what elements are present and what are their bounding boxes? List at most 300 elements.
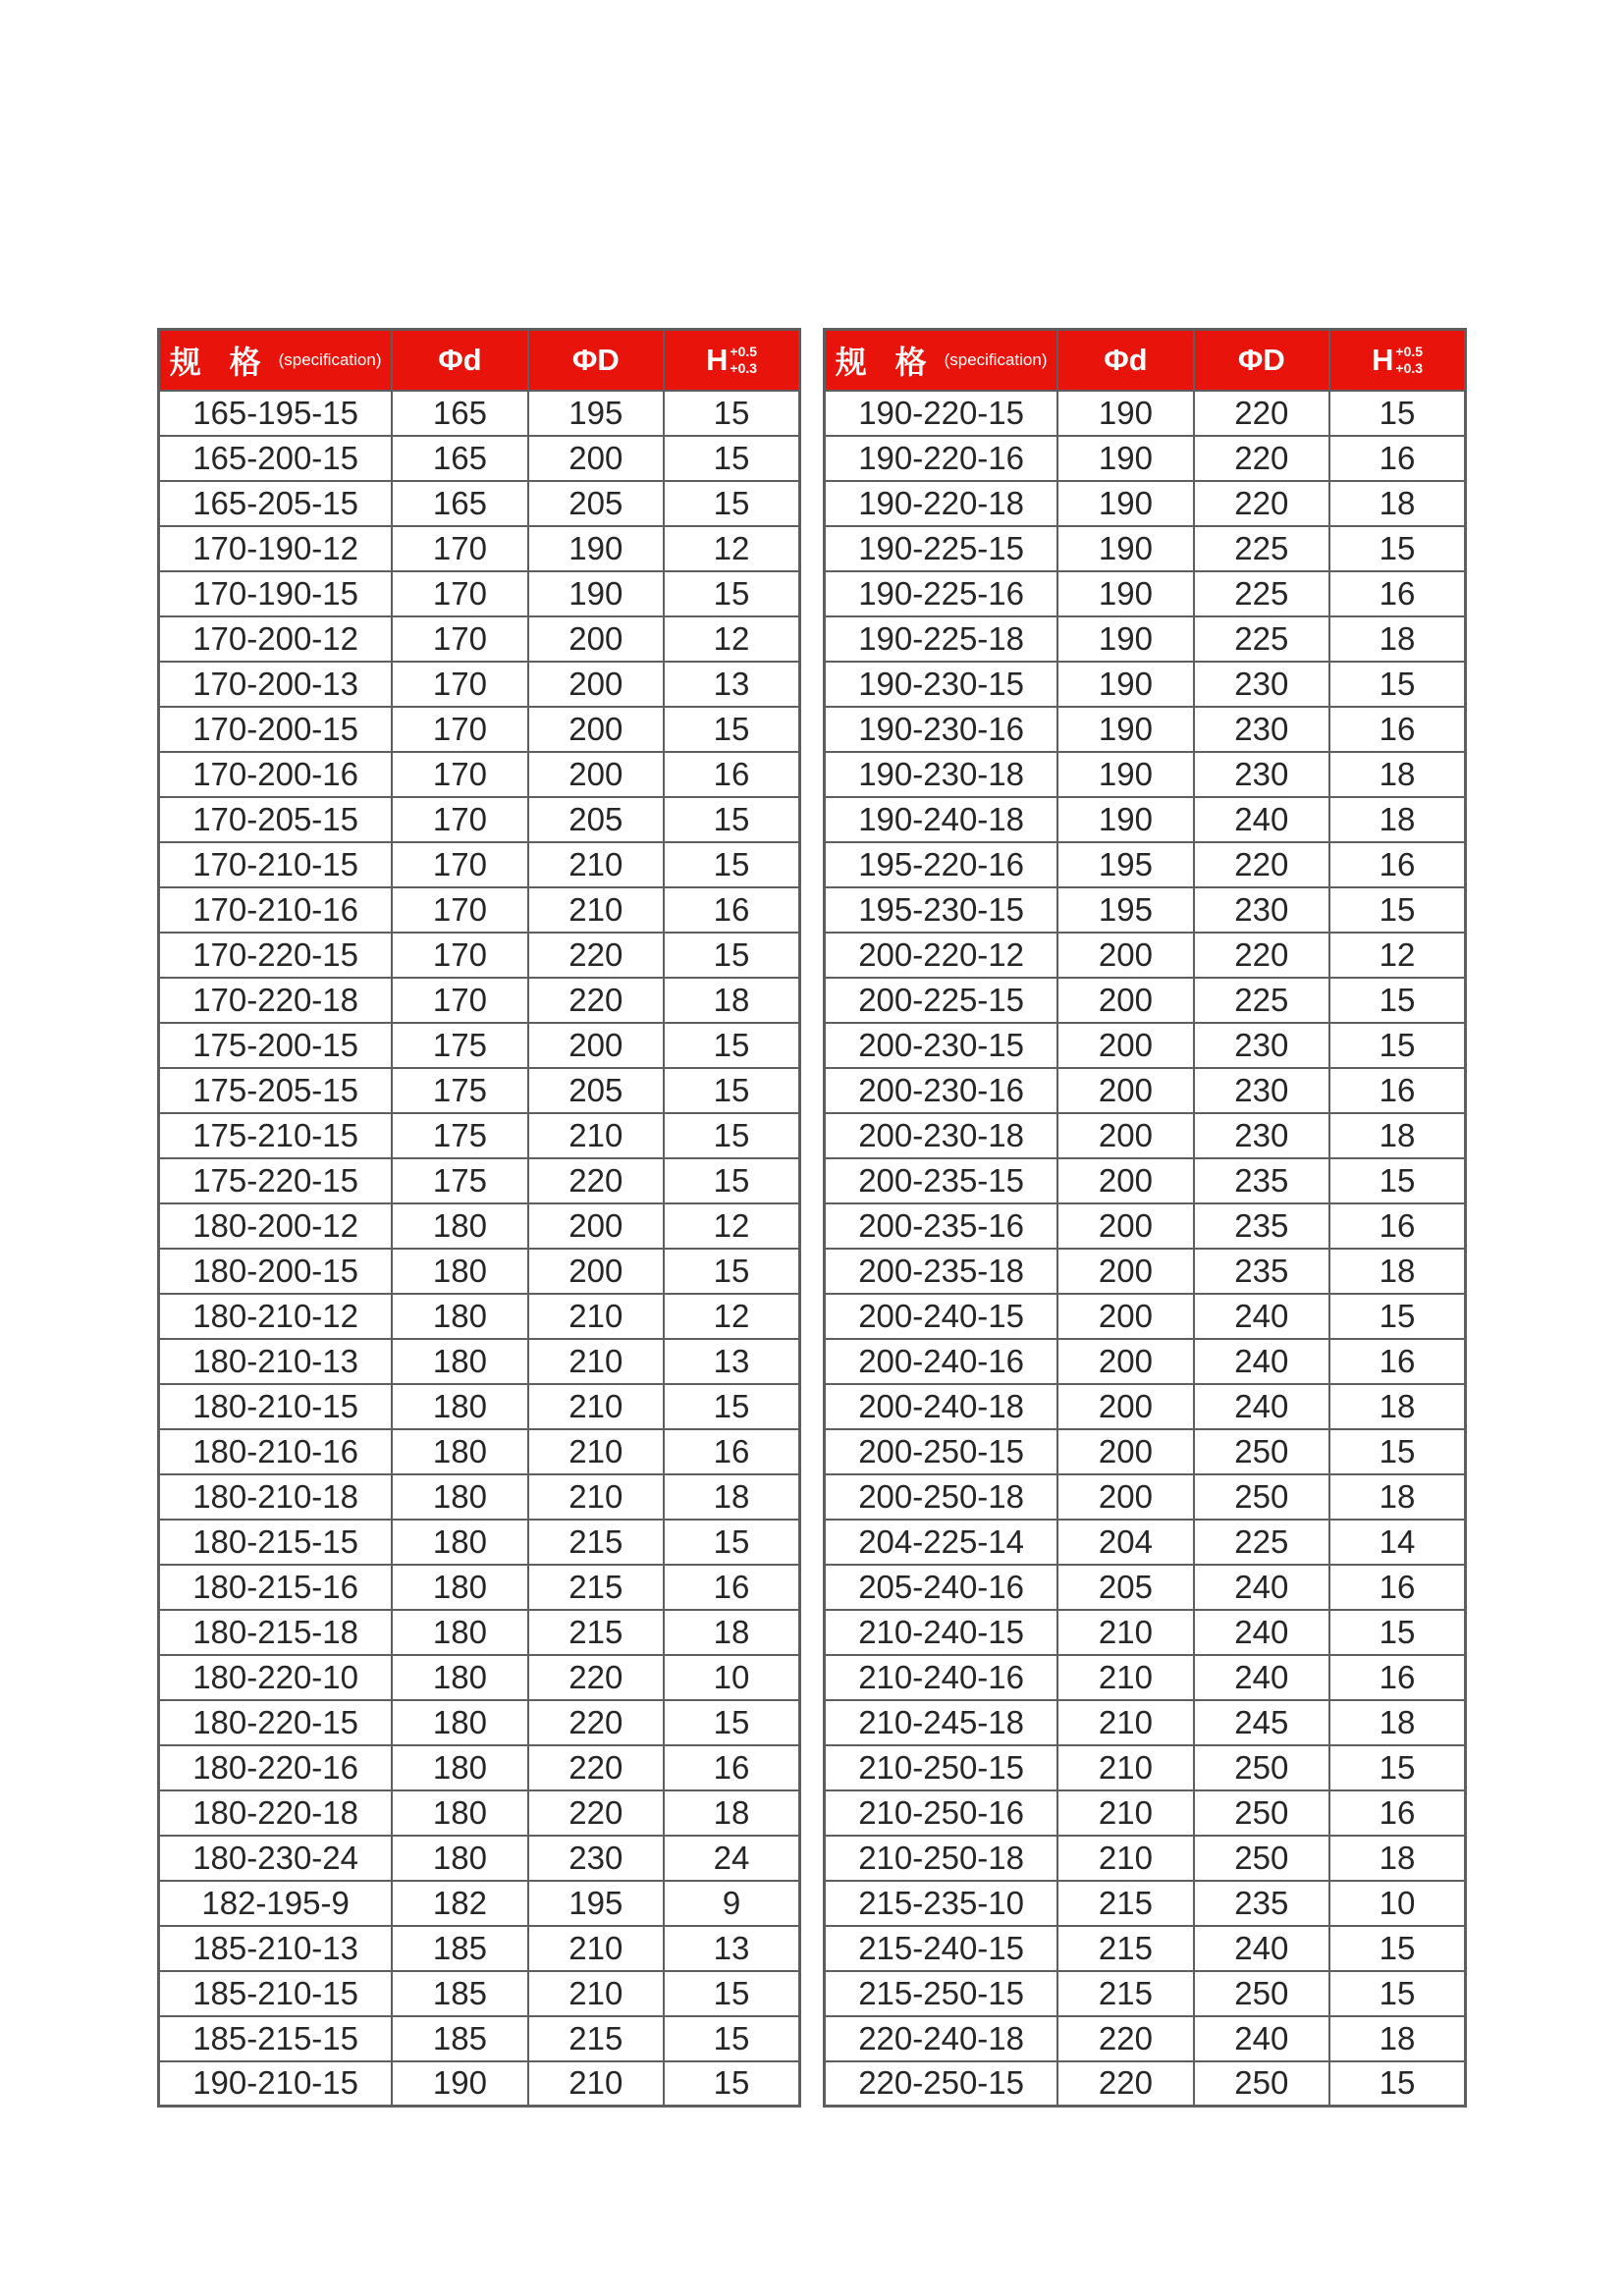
phi-d-cell: 195 — [1057, 887, 1193, 933]
header-h — [664, 330, 799, 391]
spec-cell: 180-210-18 — [159, 1474, 393, 1520]
phi-D-cell: 220 — [528, 1158, 664, 1203]
spec-table-row — [825, 707, 1466, 752]
phi-d-cell: 200 — [1057, 933, 1193, 978]
spec-cell: 210-250-15 — [825, 1745, 1058, 1790]
phi-d-cell: 170 — [392, 887, 527, 933]
h-cell: 18 — [1329, 2016, 1465, 2061]
spec-cell: 170-220-15 — [159, 933, 393, 978]
phi-d-cell: 190 — [1057, 752, 1193, 797]
phi-D-cell: 240 — [1194, 1294, 1329, 1339]
spec-table-row — [825, 1474, 1466, 1520]
phi-D-cell: 215 — [528, 1565, 664, 1610]
spec-cell: 190-240-18 — [825, 797, 1058, 842]
phi-D-cell: 225 — [1194, 526, 1329, 571]
phi-D-cell: 210 — [528, 2061, 664, 2107]
h-cell: 15 — [664, 1068, 799, 1113]
phi-D-cell: 230 — [1194, 887, 1329, 933]
h-cell: 16 — [1329, 842, 1465, 887]
spec-table-row — [159, 978, 800, 1023]
phi-D-cell: 200 — [528, 1023, 664, 1068]
phi-d-cell: 190 — [1057, 571, 1193, 616]
specification-tables — [157, 328, 1467, 2108]
h-cell: 16 — [1329, 1068, 1465, 1113]
h-cell: 16 — [664, 1429, 799, 1474]
spec-table-row — [159, 616, 800, 662]
spec-cell: 175-200-15 — [159, 1023, 393, 1068]
spec-table-row — [825, 1203, 1466, 1249]
spec-table-row — [825, 436, 1466, 481]
spec-table-row — [159, 1474, 800, 1520]
spec-cell: 180-230-24 — [159, 1836, 393, 1881]
phi-d-cell: 170 — [392, 616, 527, 662]
h-cell: 16 — [1329, 1203, 1465, 1249]
header-phi-d-label: Φd — [438, 342, 482, 377]
phi-D-cell: 200 — [528, 436, 664, 481]
spec-table-row — [159, 571, 800, 616]
spec-table-row — [825, 481, 1466, 526]
phi-D-cell: 210 — [528, 1294, 664, 1339]
spec-table-row — [159, 1249, 800, 1294]
spec-table-row — [825, 616, 1466, 662]
spec-cell: 200-220-12 — [825, 933, 1058, 978]
phi-D-cell: 200 — [528, 752, 664, 797]
phi-d-cell: 200 — [1057, 1249, 1193, 1294]
header-phi-D-label: ΦD — [1237, 342, 1285, 377]
header-phi-D-label: ΦD — [571, 342, 620, 377]
phi-D-cell: 220 — [528, 978, 664, 1023]
phi-D-cell: 210 — [528, 842, 664, 887]
spec-cell: 165-200-15 — [159, 436, 393, 481]
spec-cell: 200-240-15 — [825, 1294, 1058, 1339]
spec-cell: 190-225-15 — [825, 526, 1058, 571]
h-cell: 15 — [664, 1700, 799, 1745]
phi-D-cell: 210 — [528, 1474, 664, 1520]
spec-cell: 220-240-18 — [825, 2016, 1058, 2061]
phi-D-cell: 225 — [1194, 1520, 1329, 1565]
spec-table-row — [159, 2016, 800, 2061]
phi-d-cell: 175 — [392, 1023, 527, 1068]
spec-cell: 165-205-15 — [159, 481, 393, 526]
spec-cell: 185-215-15 — [159, 2016, 393, 2061]
phi-d-cell: 180 — [392, 1294, 527, 1339]
phi-d-cell: 170 — [392, 978, 527, 1023]
spec-cell: 180-200-12 — [159, 1203, 393, 1249]
spec-cell: 200-250-18 — [825, 1474, 1058, 1520]
spec-table-row — [159, 1520, 800, 1565]
h-cell: 15 — [664, 707, 799, 752]
spec-table-row — [159, 797, 800, 842]
spec-cell: 195-220-16 — [825, 842, 1058, 887]
h-cell: 24 — [664, 1836, 799, 1881]
spec-cell: 170-220-18 — [159, 978, 393, 1023]
spec-table-row — [825, 1023, 1466, 1068]
h-cell: 15 — [664, 1249, 799, 1294]
spec-table-right-body — [825, 391, 1466, 2107]
spec-table-row — [159, 707, 800, 752]
phi-D-cell: 205 — [528, 1068, 664, 1113]
spec-table-row — [825, 2016, 1466, 2061]
spec-cell: 180-210-13 — [159, 1339, 393, 1384]
phi-d-cell: 170 — [392, 752, 527, 797]
phi-d-cell: 170 — [392, 707, 527, 752]
phi-D-cell: 235 — [1194, 1881, 1329, 1926]
phi-d-cell: 165 — [392, 436, 527, 481]
h-cell: 15 — [664, 391, 799, 436]
phi-d-cell: 175 — [392, 1113, 527, 1158]
phi-D-cell: 235 — [1194, 1249, 1329, 1294]
spec-table-row — [825, 1971, 1466, 2016]
h-cell: 15 — [664, 436, 799, 481]
phi-d-cell: 180 — [392, 1700, 527, 1745]
spec-table-row — [825, 391, 1466, 436]
phi-d-cell: 180 — [392, 1249, 527, 1294]
spec-table-row — [825, 933, 1466, 978]
h-cell: 18 — [664, 1474, 799, 1520]
h-cell: 15 — [1329, 1158, 1465, 1203]
phi-D-cell: 220 — [528, 933, 664, 978]
phi-d-cell: 190 — [1057, 662, 1193, 707]
h-cell: 15 — [664, 2061, 799, 2107]
phi-D-cell: 220 — [1194, 933, 1329, 978]
phi-d-cell: 185 — [392, 1971, 527, 2016]
h-cell: 14 — [1329, 1520, 1465, 1565]
h-cell: 15 — [664, 1158, 799, 1203]
spec-table-row — [825, 1429, 1466, 1474]
spec-cell: 170-200-13 — [159, 662, 393, 707]
spec-table-row — [825, 1113, 1466, 1158]
spec-table-row — [159, 1610, 800, 1655]
spec-cell: 175-220-15 — [159, 1158, 393, 1203]
spec-table-left — [157, 328, 801, 2108]
header-phi-D — [528, 330, 664, 391]
h-cell: 18 — [1329, 797, 1465, 842]
h-tolerance-lower: +0.3 — [1395, 359, 1424, 376]
phi-D-cell: 190 — [528, 571, 664, 616]
phi-D-cell: 210 — [528, 1339, 664, 1384]
spec-table-row — [825, 526, 1466, 571]
phi-d-cell: 210 — [1057, 1700, 1193, 1745]
phi-D-cell: 200 — [528, 1249, 664, 1294]
phi-D-cell: 230 — [1194, 662, 1329, 707]
phi-d-cell: 180 — [392, 1203, 527, 1249]
phi-D-cell: 240 — [1194, 1339, 1329, 1384]
h-cell: 18 — [1329, 1836, 1465, 1881]
h-cell: 15 — [1329, 662, 1465, 707]
spec-table-row — [159, 752, 800, 797]
h-cell: 12 — [664, 616, 799, 662]
phi-d-cell: 190 — [1057, 391, 1193, 436]
phi-d-cell: 220 — [1057, 2016, 1193, 2061]
h-cell: 13 — [664, 1926, 799, 1971]
h-cell: 18 — [664, 1790, 799, 1836]
h-cell: 15 — [1329, 2061, 1465, 2107]
phi-D-cell: 220 — [528, 1655, 664, 1700]
spec-cell: 180-220-18 — [159, 1790, 393, 1836]
header-h-tolerances — [730, 344, 757, 377]
phi-D-cell: 240 — [1194, 1384, 1329, 1429]
phi-d-cell: 170 — [392, 842, 527, 887]
phi-D-cell: 220 — [528, 1700, 664, 1745]
h-cell: 15 — [664, 1023, 799, 1068]
phi-D-cell: 245 — [1194, 1700, 1329, 1745]
spec-cell: 210-250-16 — [825, 1790, 1058, 1836]
spec-cell: 215-235-10 — [825, 1881, 1058, 1926]
spec-cell: 180-220-15 — [159, 1700, 393, 1745]
spec-cell: 190-225-18 — [825, 616, 1058, 662]
phi-D-cell: 250 — [1194, 1429, 1329, 1474]
spec-table-row — [159, 842, 800, 887]
spec-table-row — [825, 978, 1466, 1023]
h-cell: 15 — [664, 481, 799, 526]
spec-cell: 165-195-15 — [159, 391, 393, 436]
phi-d-cell: 180 — [392, 1474, 527, 1520]
spec-cell: 200-240-16 — [825, 1339, 1058, 1384]
h-cell: 15 — [664, 1971, 799, 2016]
phi-D-cell: 195 — [528, 391, 664, 436]
spec-cell: 180-220-16 — [159, 1745, 393, 1790]
h-cell: 15 — [1329, 391, 1465, 436]
spec-cell: 190-220-18 — [825, 481, 1058, 526]
phi-D-cell: 250 — [1194, 2061, 1329, 2107]
phi-D-cell: 210 — [528, 1384, 664, 1429]
h-cell: 15 — [1329, 1745, 1465, 1790]
phi-d-cell: 185 — [392, 2016, 527, 2061]
phi-D-cell: 220 — [528, 1790, 664, 1836]
h-cell: 18 — [1329, 616, 1465, 662]
h-cell: 15 — [1329, 1429, 1465, 1474]
phi-d-cell: 180 — [392, 1745, 527, 1790]
phi-D-cell: 240 — [1194, 1655, 1329, 1700]
spec-table-row — [159, 436, 800, 481]
phi-D-cell: 215 — [528, 1610, 664, 1655]
phi-D-cell: 225 — [1194, 616, 1329, 662]
phi-D-cell: 250 — [1194, 1971, 1329, 2016]
spec-cell: 215-250-15 — [825, 1971, 1058, 2016]
spec-table-row — [825, 1249, 1466, 1294]
phi-D-cell: 235 — [1194, 1158, 1329, 1203]
spec-table-row — [825, 662, 1466, 707]
phi-D-cell: 230 — [1194, 1023, 1329, 1068]
h-cell: 16 — [664, 887, 799, 933]
spec-table-right — [823, 328, 1467, 2108]
phi-d-cell: 195 — [1057, 842, 1193, 887]
phi-D-cell: 205 — [528, 481, 664, 526]
spec-cell: 182-195-9 — [159, 1881, 393, 1926]
h-cell: 9 — [664, 1881, 799, 1926]
phi-D-cell: 210 — [528, 1113, 664, 1158]
h-cell: 15 — [1329, 1926, 1465, 1971]
phi-D-cell: 225 — [1194, 571, 1329, 616]
spec-cell: 180-215-15 — [159, 1520, 393, 1565]
phi-D-cell: 200 — [528, 1203, 664, 1249]
phi-D-cell: 200 — [528, 707, 664, 752]
spec-table-row — [825, 1520, 1466, 1565]
spec-cell: 200-235-16 — [825, 1203, 1058, 1249]
h-cell: 18 — [1329, 1249, 1465, 1294]
spec-table-row — [159, 1339, 800, 1384]
spec-cell: 170-210-15 — [159, 842, 393, 887]
spec-table-row — [159, 1158, 800, 1203]
spec-cell: 175-210-15 — [159, 1113, 393, 1158]
phi-D-cell: 210 — [528, 1429, 664, 1474]
phi-d-cell: 165 — [392, 391, 527, 436]
h-cell: 15 — [664, 1113, 799, 1158]
h-cell: 15 — [664, 571, 799, 616]
phi-d-cell: 215 — [1057, 1881, 1193, 1926]
h-cell: 16 — [1329, 571, 1465, 616]
phi-d-cell: 180 — [392, 1565, 527, 1610]
spec-table-row — [159, 1926, 800, 1971]
phi-d-cell: 210 — [1057, 1836, 1193, 1881]
phi-D-cell: 205 — [528, 797, 664, 842]
spec-cell: 200-250-15 — [825, 1429, 1058, 1474]
h-cell: 18 — [1329, 1474, 1465, 1520]
h-cell: 18 — [1329, 481, 1465, 526]
spec-table-row — [825, 1926, 1466, 1971]
h-cell: 16 — [664, 1565, 799, 1610]
spec-cell: 200-235-18 — [825, 1249, 1058, 1294]
spec-cell: 215-240-15 — [825, 1926, 1058, 1971]
phi-d-cell: 175 — [392, 1158, 527, 1203]
spec-table-row — [159, 526, 800, 571]
spec-table-row — [159, 1790, 800, 1836]
spec-cell: 180-210-16 — [159, 1429, 393, 1474]
h-cell: 16 — [664, 1745, 799, 1790]
spec-cell: 190-230-18 — [825, 752, 1058, 797]
phi-d-cell: 220 — [1057, 2061, 1193, 2107]
spec-cell: 180-215-16 — [159, 1565, 393, 1610]
h-cell: 15 — [1329, 1023, 1465, 1068]
spec-table-row — [825, 1565, 1466, 1610]
h-cell: 18 — [1329, 1113, 1465, 1158]
h-cell: 18 — [664, 978, 799, 1023]
phi-D-cell: 250 — [1194, 1745, 1329, 1790]
spec-table-row — [159, 391, 800, 436]
header-h-label: H — [706, 342, 729, 377]
spec-cell: 170-205-15 — [159, 797, 393, 842]
phi-d-cell: 200 — [1057, 1294, 1193, 1339]
h-cell: 12 — [664, 1203, 799, 1249]
h-cell: 10 — [664, 1655, 799, 1700]
h-cell: 15 — [664, 842, 799, 887]
spec-cell: 210-240-16 — [825, 1655, 1058, 1700]
phi-d-cell: 180 — [392, 1384, 527, 1429]
spec-cell: 170-210-16 — [159, 887, 393, 933]
spec-table-row — [825, 1745, 1466, 1790]
phi-d-cell: 200 — [1057, 1158, 1193, 1203]
phi-d-cell: 170 — [392, 526, 527, 571]
spec-cell: 175-205-15 — [159, 1068, 393, 1113]
phi-d-cell: 182 — [392, 1881, 527, 1926]
phi-d-cell: 215 — [1057, 1971, 1193, 2016]
spec-table-row — [825, 1068, 1466, 1113]
h-cell: 15 — [664, 797, 799, 842]
h-cell: 13 — [664, 1339, 799, 1384]
spec-table-row — [159, 481, 800, 526]
phi-D-cell: 210 — [528, 1971, 664, 2016]
h-cell: 16 — [1329, 436, 1465, 481]
spec-table-row — [825, 1655, 1466, 1700]
phi-D-cell: 225 — [1194, 978, 1329, 1023]
phi-d-cell: 200 — [1057, 1384, 1193, 1429]
phi-d-cell: 190 — [1057, 481, 1193, 526]
spec-cell: 190-230-15 — [825, 662, 1058, 707]
h-cell: 16 — [1329, 707, 1465, 752]
header-phi-d — [1057, 330, 1193, 391]
spec-cell: 190-210-15 — [159, 2061, 393, 2107]
spec-cell: 170-200-15 — [159, 707, 393, 752]
spec-table-row — [825, 1384, 1466, 1429]
h-cell: 15 — [1329, 887, 1465, 933]
h-cell: 18 — [1329, 1384, 1465, 1429]
h-tolerance-lower: +0.3 — [730, 359, 758, 376]
phi-d-cell: 200 — [1057, 1203, 1193, 1249]
spec-table-row — [825, 1881, 1466, 1926]
header-phi-d — [392, 330, 527, 391]
spec-table-row — [159, 2061, 800, 2107]
phi-d-cell: 190 — [1057, 797, 1193, 842]
spec-table-left-body — [159, 391, 800, 2107]
h-tolerance-upper: +0.5 — [730, 343, 758, 359]
spec-cell: 200-230-18 — [825, 1113, 1058, 1158]
phi-D-cell: 230 — [528, 1836, 664, 1881]
spec-cell: 190-230-16 — [825, 707, 1058, 752]
spec-cell: 170-200-16 — [159, 752, 393, 797]
phi-d-cell: 190 — [1057, 616, 1193, 662]
phi-d-cell: 200 — [1057, 1068, 1193, 1113]
phi-D-cell: 230 — [1194, 1068, 1329, 1113]
spec-table-row — [825, 887, 1466, 933]
phi-d-cell: 204 — [1057, 1520, 1193, 1565]
phi-D-cell: 220 — [1194, 842, 1329, 887]
phi-d-cell: 205 — [1057, 1565, 1193, 1610]
phi-d-cell: 200 — [1057, 1339, 1193, 1384]
spec-cell: 190-220-15 — [825, 391, 1058, 436]
spec-cell: 200-225-15 — [825, 978, 1058, 1023]
header-spec — [825, 330, 1058, 391]
spec-table-row — [159, 1655, 800, 1700]
phi-d-cell: 190 — [392, 2061, 527, 2107]
header-spec-en: (specification) — [278, 349, 382, 369]
phi-d-cell: 200 — [1057, 1023, 1193, 1068]
h-cell: 15 — [664, 1384, 799, 1429]
phi-D-cell: 220 — [528, 1745, 664, 1790]
phi-d-cell: 180 — [392, 1790, 527, 1836]
spec-cell: 170-200-12 — [159, 616, 393, 662]
phi-D-cell: 210 — [528, 1926, 664, 1971]
spec-cell: 205-240-16 — [825, 1565, 1058, 1610]
spec-table-row — [159, 1203, 800, 1249]
spec-cell: 180-210-12 — [159, 1294, 393, 1339]
spec-cell: 210-240-15 — [825, 1610, 1058, 1655]
phi-D-cell: 250 — [1194, 1836, 1329, 1881]
phi-D-cell: 230 — [1194, 752, 1329, 797]
spec-cell: 185-210-13 — [159, 1926, 393, 1971]
phi-D-cell: 200 — [528, 616, 664, 662]
spec-cell: 180-220-10 — [159, 1655, 393, 1700]
phi-d-cell: 210 — [1057, 1655, 1193, 1700]
spec-table-row — [825, 1836, 1466, 1881]
phi-d-cell: 210 — [1057, 1745, 1193, 1790]
h-cell: 16 — [1329, 1339, 1465, 1384]
spec-table-row — [825, 752, 1466, 797]
phi-d-cell: 180 — [392, 1610, 527, 1655]
spec-cell: 200-230-16 — [825, 1068, 1058, 1113]
phi-D-cell: 200 — [528, 662, 664, 707]
phi-d-cell: 175 — [392, 1068, 527, 1113]
phi-D-cell: 240 — [1194, 1926, 1329, 1971]
